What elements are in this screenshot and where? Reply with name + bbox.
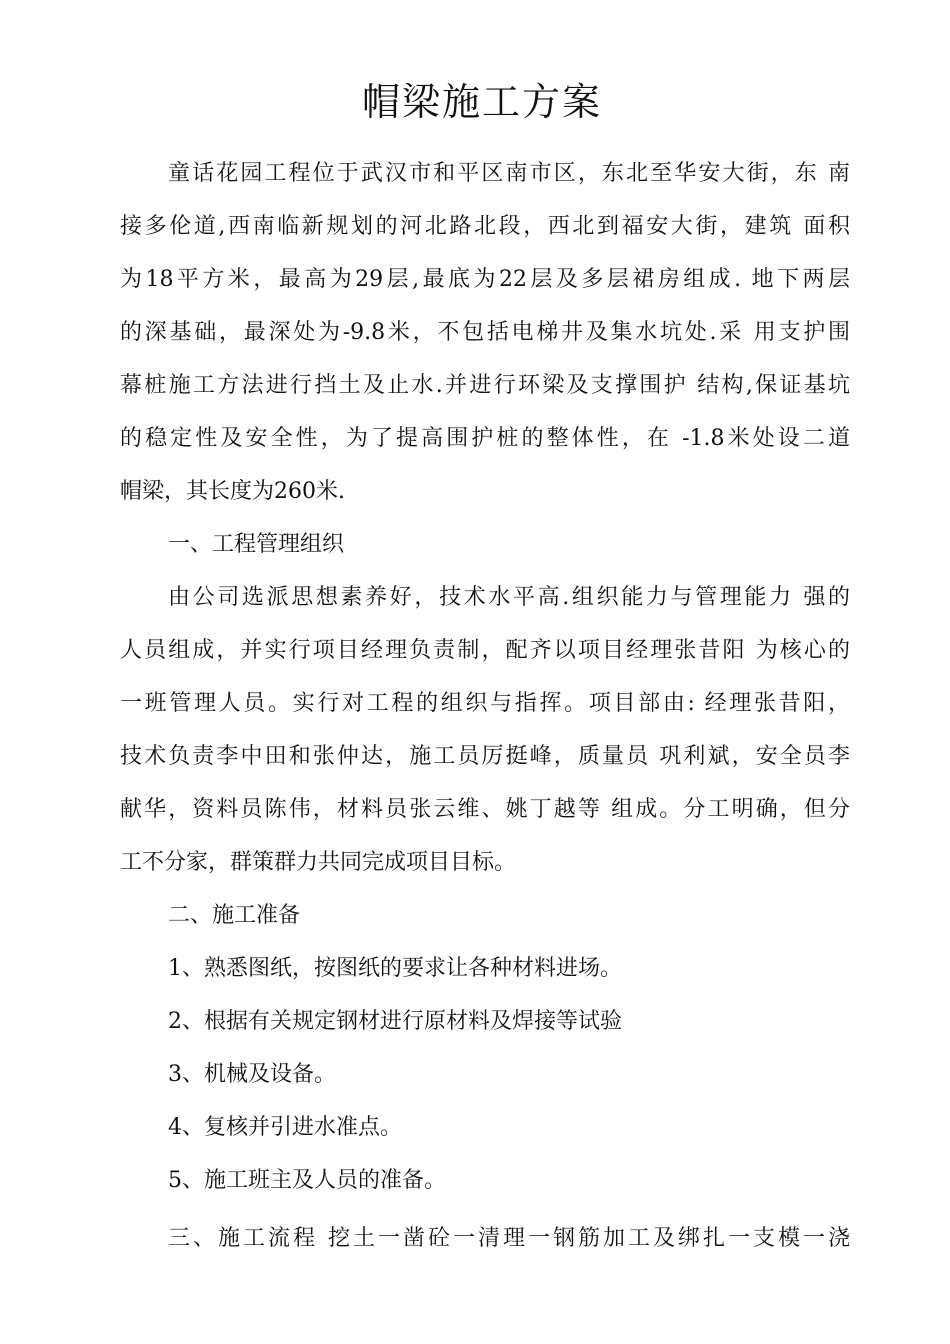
intro-line-1: 童话花园工程位于武汉市和平区南市区，东北至华安大街，东 南 (168, 161, 850, 186)
section1-line-2: 人员组成，并实行项目经理负责制，配齐以项目经理张昔阳 为核心的 (120, 638, 850, 663)
section2-item-2: 2、根据有关规定钢材进行原材料及焊接等试验 (168, 1009, 622, 1034)
intro-line-6: 的稳定性及安全性，为了提高围护桩的整体性，在 -1.8米处设二道 (120, 426, 850, 451)
section2-heading: 二、施工准备 (168, 903, 301, 928)
section1-line-6: 工不分家，群策群力共同完成项目目标。 (120, 850, 517, 875)
section1-line-5: 献华，资料员陈伟，材料员张云维、姚丁越等 组成。分工明确，但分 (120, 797, 850, 822)
section1-heading: 一、工程管理组织 (168, 532, 345, 557)
intro-line-4: 的深基础，最深处为-9.8米，不包括电梯井及集水坑处.采 用支护围 (120, 320, 850, 345)
section1-line-4: 技术负责李中田和张仲达，施工员厉挺峰，质量员 巩利斌，安全员李 (120, 744, 850, 769)
section1-line-1: 由公司选派思想素养好，技术水平高.组织能力与管理能力 强的 (168, 585, 850, 610)
section3-line: 三、施工流程 挖土一凿砼一清理一钢筋加工及绑扎一支模一浇 (168, 1226, 850, 1251)
section2-item-3: 3、机械及设备。 (168, 1062, 336, 1087)
section2-item-4: 4、复核并引进水准点。 (168, 1115, 402, 1140)
intro-line-2: 接多伦道,西南临新规划的河北路北段，西北到福安大街，建筑 面积 (120, 214, 850, 239)
intro-line-7: 帽梁，其长度为260米. (120, 479, 345, 504)
section1-line-3: 一班管理人员。实行对工程的组织与指挥。项目部由: 经理张昔阳， (120, 691, 850, 716)
intro-line-5: 幕桩施工方法进行挡土及止水.并进行环梁及支撑围护 结构,保证基坑 (120, 373, 850, 398)
intro-line-3: 为18平方米，最高为29层,最底为22层及多层裙房组成. 地下两层 (120, 267, 850, 292)
section2-item-1: 1、熟悉图纸，按图纸的要求让各种材料进场。 (168, 956, 622, 981)
document-title: 帽梁施工方案 (361, 80, 602, 124)
section2-item-5: 5、施工班主及人员的准备。 (168, 1168, 446, 1193)
